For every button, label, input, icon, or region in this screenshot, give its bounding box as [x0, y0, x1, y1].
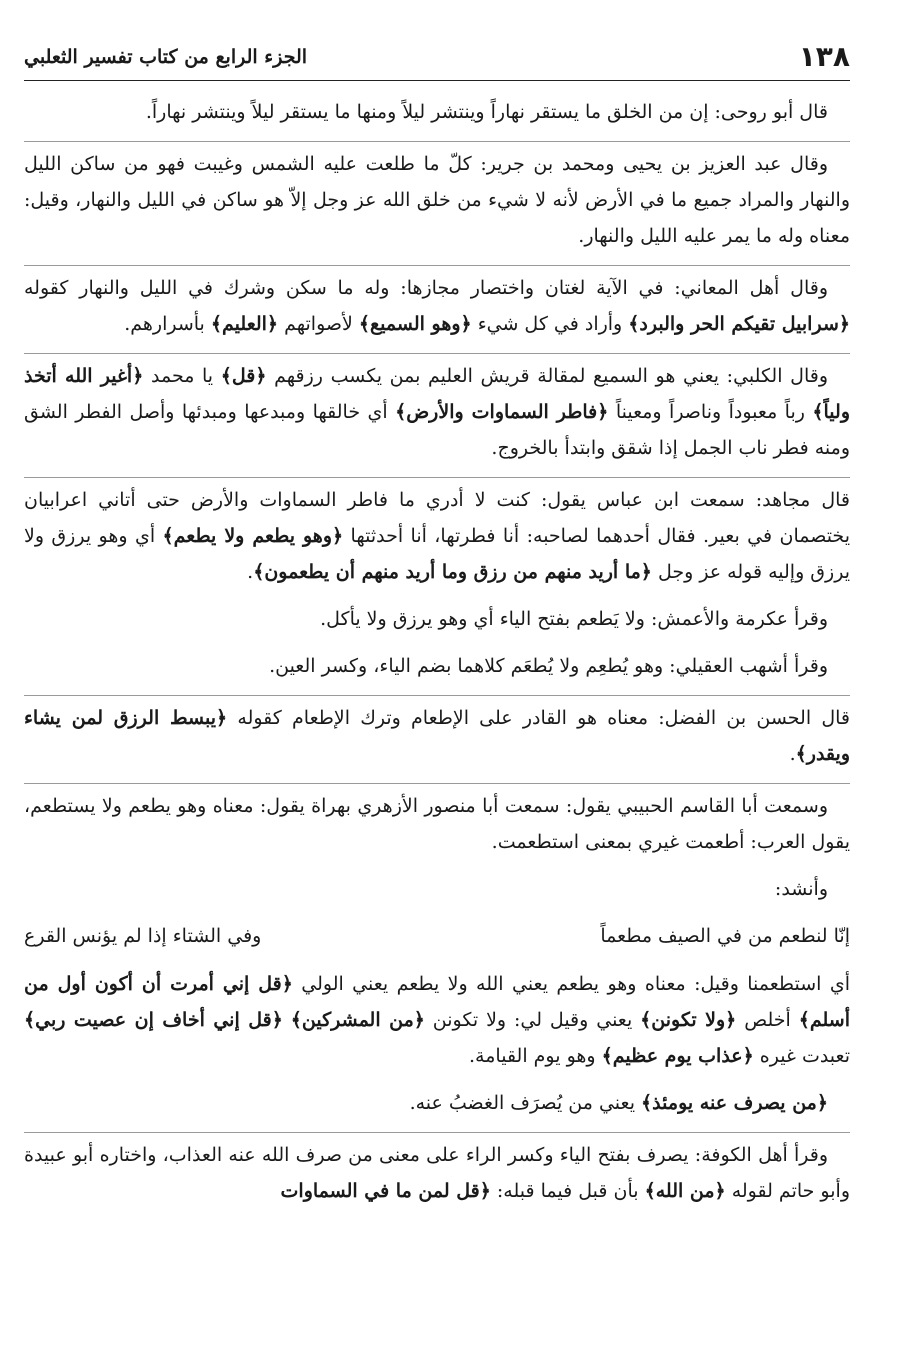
quran-quote: ﴿ما أريد منهم من رزق وما أريد منهم أن يطعمون﴾	[253, 561, 652, 583]
text-run: يعني من يُصرَف الغضبُ عنه.	[409, 1092, 642, 1114]
paragraphs-before-verse	[24, 94, 850, 907]
quran-quote: ﴿ولا تكونن﴾	[640, 1009, 737, 1031]
text-run: .	[789, 743, 796, 765]
text-run: قال أبو روحى: إن من الخلق ما يستقر نهاراً وينتشر ليلاً ومنها ما يستقر ليلاً وينتشر نهاراً.	[145, 101, 828, 123]
paragraphs-after-verse	[24, 966, 850, 1209]
paragraph	[24, 477, 850, 590]
text-run: بأسرارهم.	[124, 313, 211, 335]
paragraph	[24, 141, 850, 254]
paragraph	[24, 1085, 850, 1121]
text-run: وقرأ أهل الكوفة: يصرف بفتح الياء وكسر الراء على معنى من صرف الله عنه العذاب، واختاره أبو عبيدة وأبو حاتم لقوله	[24, 1144, 850, 1202]
paragraph	[24, 94, 850, 130]
paragraph	[24, 1132, 850, 1209]
paragraph	[24, 265, 850, 342]
text-run: وقال الكلبي: يعني هو السميع لمقالة قريش العليم بمن يكسب رزقهم	[266, 365, 828, 387]
page-number: ١٣٨	[798, 40, 850, 73]
text-run: يعني وقيل لي: ولا تكونن	[424, 1009, 641, 1031]
text-run: قال الحسن بن الفضل: معناه هو القادر على الإطعام وترك الإطعام كقوله	[227, 707, 850, 729]
quran-quote: ﴿قل إني أمرت أن أكون أول من أسلم﴾	[24, 973, 850, 1031]
text-run: تعبدت غيره	[753, 1045, 850, 1067]
page-header	[24, 40, 850, 81]
quran-quote: ﴿العليم﴾	[210, 313, 279, 335]
text-run	[283, 1009, 291, 1031]
text-run: وهو يوم القيامة.	[469, 1045, 602, 1067]
text-run: أخلص	[736, 1009, 799, 1031]
text-run: وأراد في كل شيء	[471, 313, 629, 335]
quran-quote: ﴿يبسط الرزق لمن يشاء ويقدر﴾	[24, 707, 850, 765]
paragraph	[24, 648, 850, 684]
text-body	[24, 94, 850, 1220]
quran-quote: ﴿سرابيل تقيكم الحر والبرد﴾	[628, 313, 850, 335]
paragraph	[24, 353, 850, 466]
text-run: وقال عبد العزيز بن يحيى ومحمد بن جرير: كلّ ما طلعت عليه الشمس وغيبت فهو من ساكن الليل والنهار والمراد جميع ما في الأرض لأنه لا شيء من خلق الله عز وجل إلاّ هو ساكن في الليل والنهار، وقيل: معناه وله ما يمر عليه الليل والنهار.	[24, 153, 850, 247]
text-run: قال مجاهد: سمعت ابن عباس يقول: كنت لا أدري ما فاطر السماوات والأرض حتى أتاني اعرابيان يختصمان في بعير. فقال أحدهما لصاحبه: أنا فطرتها، أنا أحدثتها	[24, 489, 850, 547]
quran-quote: ﴿وهو السميع﴾	[358, 313, 472, 335]
poetry-verse	[24, 918, 850, 954]
quran-quote: ﴿قل إني أخاف إن عصيت ربي﴾	[24, 1009, 283, 1031]
text-run: أي خالقها ومبدعها ومبدئها وأصل الفطر الشق ومنه فطر ناب الجمل إذا شقق وابتدأ بالخروج.	[24, 401, 850, 459]
text-run: وأنشد:	[774, 878, 828, 900]
verse-hemistich-second: وفي الشتاء إذا لم يؤنس القرع	[24, 925, 262, 947]
paragraph	[24, 783, 850, 860]
text-run: أي استطعمنا وقيل: معناه وهو يطعم يعني الله ولا يطعم يعني الولي	[292, 973, 850, 995]
quran-quote: ﴿من المشركين﴾	[290, 1009, 425, 1031]
quran-quote: ﴿وهو يطعم ولا يطعم﴾	[162, 525, 344, 547]
text-run: أي وهو يرزق ولا يرزق وإليه قوله عز وجل	[24, 525, 850, 583]
quran-quote: ﴿فاطر السماوات والأرض﴾	[395, 401, 609, 423]
quran-quote: ﴿من يصرف عنه يومئذ﴾	[641, 1092, 828, 1114]
running-title: الجزء الرابع من كتاب تفسير الثعلبي	[24, 46, 308, 68]
verse-hemistich-first: إنّا لنطعم من في الصيف مطعماً	[600, 925, 850, 947]
quran-quote: ﴿عذاب يوم عظيم﴾	[601, 1045, 754, 1067]
text-run: وقرأ عكرمة والأعمش: ولا يَطعم بفتح الياء أي وهو يرزق ولا يأكل.	[320, 608, 828, 630]
text-run: وسمعت أبا القاسم الحبيبي يقول: سمعت أبا منصور الأزهري بهراة يقول: معناه وهو يطعم ولا يستطعم، يقول العرب: أطعمت غيري بمعنى استطعمت.	[24, 795, 850, 853]
paragraph	[24, 695, 850, 772]
quran-quote: ﴿قل﴾	[220, 365, 267, 387]
text-run: وقال أهل المعاني: في الآية لغتان واختصار مجازها: وله ما سكن وشرك في الليل والنهار كقوله	[24, 277, 828, 299]
text-run: لأصواتهم	[278, 313, 359, 335]
paragraph	[24, 871, 850, 907]
text-run: وقرأ أشهب العقيلي: وهو يُطعِم ولا يُطعَم كلاهما بضم الياء، وكسر العين.	[269, 655, 828, 677]
text-run: بأن قبل فيما قبله:	[490, 1180, 645, 1202]
text-run: .	[247, 561, 254, 583]
quran-quote: ﴿من الله﴾	[644, 1180, 726, 1202]
paragraph	[24, 601, 850, 637]
text-run: رباً معبوداً وناصراً ومعيناً	[608, 401, 813, 423]
text-run: يا محمد	[143, 365, 221, 387]
quran-quote: ﴿قل لمن ما في السماوات	[280, 1180, 491, 1202]
quran-quote: ﴿أغير الله أتخذ ولياً﴾	[24, 365, 850, 423]
paragraph	[24, 966, 850, 1074]
